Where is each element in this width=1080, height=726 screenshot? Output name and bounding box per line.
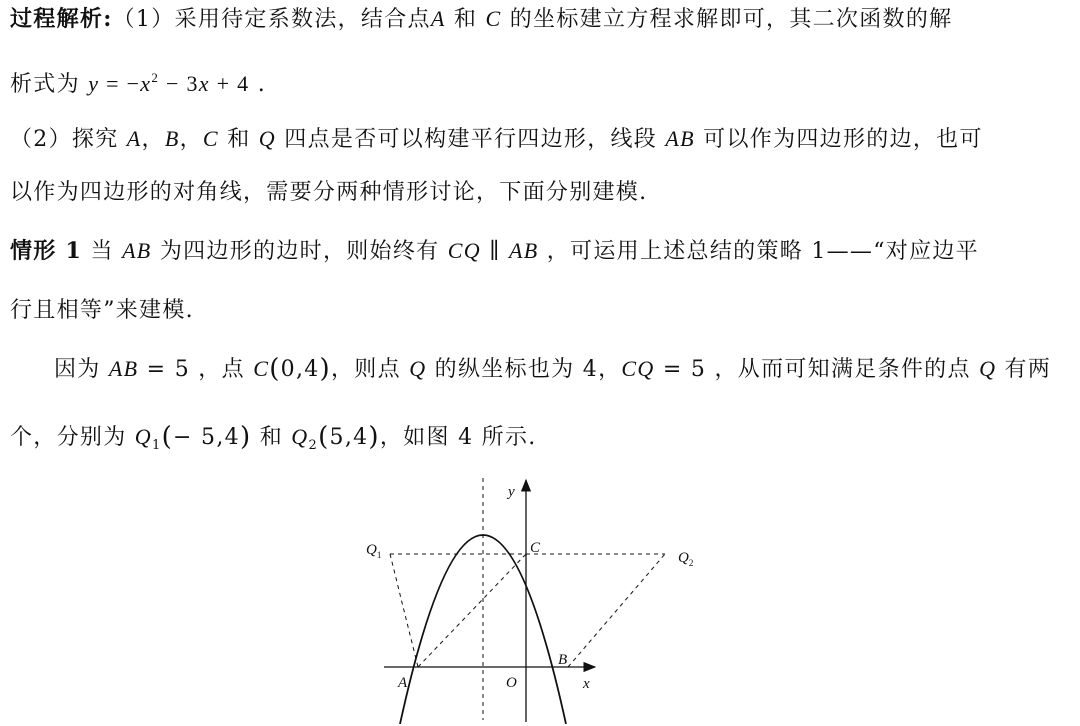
text: = 5 [138, 357, 191, 382]
text: ，如图 4 所示. [379, 425, 537, 450]
text: 析式为 [10, 72, 89, 97]
text: （2）探究 [10, 127, 127, 152]
coord-Q2: 5,4 [329, 425, 369, 450]
coord-Q1: − 5,4 [173, 425, 240, 450]
segment-AB: AB [108, 356, 139, 381]
text: 个，分别为 [10, 425, 135, 450]
label-O: O [506, 675, 517, 691]
var-y: y [88, 71, 100, 96]
point-A: A [430, 6, 446, 31]
label-A: A [398, 675, 408, 691]
parabola-figure [360, 474, 700, 724]
text: + 4 [209, 71, 250, 96]
text: 的纵坐标也为 4， [426, 357, 622, 382]
subscript: 1 [152, 438, 162, 453]
case1-line-1 [10, 236, 979, 267]
label-x: x [583, 676, 590, 692]
label-Q1: $Q_1$ [366, 542, 382, 560]
text: ， [179, 127, 203, 152]
point-C: C [485, 6, 502, 31]
text: = 5 [654, 357, 707, 382]
segment-AB: AB [508, 238, 539, 263]
parallel-symbol: ∥ [480, 239, 509, 264]
text: 为四边形的边时，则始终有 [151, 239, 448, 264]
text: = − [99, 71, 141, 96]
point-Q2: Q [291, 424, 309, 449]
segment-q1-a [390, 554, 418, 667]
part2-line-1 [10, 124, 983, 155]
text: 当 [82, 239, 123, 264]
text: ， [141, 127, 165, 152]
label-y: y [508, 484, 515, 500]
text: 以作为四边形的对角线，需要分两种情形讨论，下面分别建模. [10, 180, 648, 205]
exponent: 2 [151, 70, 160, 85]
quadratic-equation [88, 71, 249, 96]
text: ，则点 [330, 357, 410, 382]
label-B: B [558, 652, 568, 668]
point-A: A [126, 126, 142, 151]
segment-CQ: CQ [447, 238, 481, 263]
text: 可以作为四边形的边，也可 [694, 127, 983, 152]
point-Q1: Q [134, 424, 152, 449]
solution-heading: 过程解析: [10, 6, 113, 32]
var-x: x [198, 71, 210, 96]
equation-line [10, 63, 266, 100]
text: ，从而可知满足条件的点 [706, 357, 980, 382]
case1-line-2 [10, 296, 194, 326]
segment-b-q2 [568, 554, 665, 667]
text: ，点 [190, 357, 254, 382]
point-Q: Q [979, 356, 997, 381]
coord-C: 0,4 [280, 357, 320, 382]
segment-AB: AB [122, 238, 152, 263]
text: 和 [445, 7, 486, 32]
text: − 3 [159, 71, 199, 96]
var-x: x [140, 71, 152, 96]
label-C: C [530, 540, 541, 556]
solution-heading-line [10, 4, 952, 35]
point-B: B [164, 126, 180, 151]
part2-line-2 [10, 178, 647, 208]
text: 的坐标建立方程求解即可，其二次函数的解 [501, 7, 953, 32]
text: 和 [251, 425, 292, 450]
text: . [249, 72, 267, 97]
text: （1）采用待定系数法，结合点 [112, 7, 431, 32]
point-Q: Q [258, 126, 276, 151]
point-Q: Q [409, 356, 427, 381]
text: 有两 [996, 357, 1052, 382]
point-C: C [202, 126, 219, 151]
point-C: C [253, 356, 270, 381]
text: 行且相等”来建模. [10, 298, 194, 323]
text: 四点是否可以构建平行四边形，线段 [276, 127, 666, 152]
text: 和 [218, 127, 259, 152]
label-Q2: $Q_2$ [678, 550, 694, 568]
para3-line-2: 个，分别为 $Q_1(- 5,4)$ 和 $Q_2(5,4)$，如图 4 所示. [10, 422, 537, 453]
para3-line-1: 因为 AB = 5 ，点 C(0,4)，则点 Q 的纵坐标也为 4，CQ = 5 ，从而可知满足条件的点 Q 有两 [54, 354, 1052, 384]
segment-CQ: CQ [621, 356, 655, 381]
segment-AB: AB [665, 126, 695, 151]
segment-a-c [418, 554, 526, 667]
text: ，可运用上述总结的策略 1——“对应边平 [538, 239, 979, 264]
case1-label: 情形 1 [10, 238, 83, 264]
text: 因为 [54, 357, 109, 382]
subscript: 2 [308, 438, 319, 453]
